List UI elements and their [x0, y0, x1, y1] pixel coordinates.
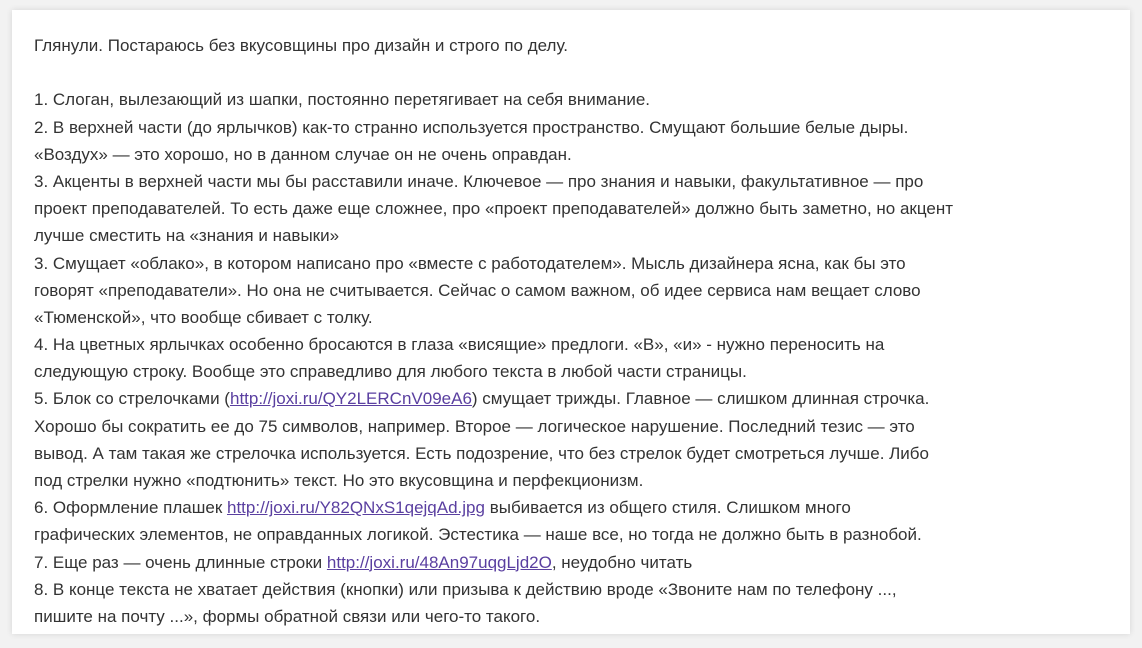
comment-line: 2. В верхней части (до ярлычков) как-то странно используется пространство. Смущают большие белые дыры.: [34, 117, 909, 137]
comment-text-fragment: 5. Блок со стрелочками (: [34, 389, 230, 409]
comment-line: пишите на почту ...», формы обратной связи или чего-то такого.: [34, 606, 541, 626]
comment-line: 4. На цветных ярлычках особенно бросаются в глаза «висящие» предлоги. «В», «и» - нужно переносить на: [34, 335, 885, 355]
comment-line: 3. Акценты в верхней части мы бы расставили иначе. Ключевое — про знания и навыки, факультативное — про: [34, 171, 924, 191]
joxi-link-long-lines[interactable]: http://joxi.ru/48An97uqgLjd2O: [326, 552, 552, 572]
comment-text-fragment: , неудобно читать: [551, 552, 693, 572]
comment-line-with-link: [34, 385, 1130, 412]
comment-line: 3. Смущает «облако», в котором написано про «вместе с работодателем». Мысль дизайнера ясна, как бы это: [34, 253, 906, 273]
comment-text-fragment: 6. Оформление плашек: [34, 498, 227, 518]
comment-line: лучше сместить на «знания и навыки»: [34, 226, 340, 246]
comment-line-with-link: [34, 549, 1130, 576]
joxi-link-plates[interactable]: http://joxi.ru/Y82QNxS1qejqAd.jpg: [226, 498, 485, 518]
joxi-link-arrows[interactable]: http://joxi.ru/QY2LERCnV09eA6: [229, 389, 472, 409]
comment-text-fragment: выбивается из общего стиля. Слишком много: [484, 498, 851, 518]
comment-text-fragment: 7. Еще раз — очень длинные строки: [34, 552, 327, 572]
comment-card: [12, 10, 1130, 634]
comment-line: проект преподавателей. То есть даже еще сложнее, про «проект преподавателей» должно быть заметно, но акцент: [34, 199, 954, 219]
comment-line: 8. В конце текста не хватает действия (кнопки) или призыва к действию вроде «Звоните нам по телефону ...,: [34, 579, 897, 599]
comment-line: следующую строку. Вообще это справедливо для любого текста в любой части страницы.: [34, 362, 747, 382]
comment-line: говорят «преподаватели». Но она не считывается. Сейчас о самом важном, об идее сервиса нам вещает слово: [34, 280, 921, 300]
comment-line: вывод. А там такая же стрелочка используется. Есть подозрение, что без стрелок будет смотреться лучше. Либо: [34, 443, 929, 463]
comment-text-fragment: ) смущает трижды. Главное — слишком длинная строчка.: [471, 389, 930, 409]
comment-intro: Глянули. Постараюсь без вкусовщины про дизайн и строго по делу.: [34, 36, 568, 55]
comment-line: 1. Слоган, вылезающий из шапки, постоянно перетягивает на себя внимание.: [34, 90, 651, 110]
comment-line-with-link: [34, 494, 1130, 521]
comment-line: Хорошо бы сократить ее до 75 символов, например. Второе — логическое нарушение. Последний тезис — это: [34, 416, 915, 436]
blank-line: [34, 59, 1130, 86]
comment-line: «Тюменской», что вообще сбивает с толку.: [34, 307, 373, 327]
comment-line: графических элементов, не оправданных логикой. Эстестика — наше все, но тогда не должно быть в разнобой.: [34, 525, 922, 545]
comment-line: под стрелки нужно «подтюнить» текст. Но это вкусовщина и перфекционизм.: [34, 471, 644, 490]
comment-text: [34, 32, 1130, 630]
comment-line: «Воздух» — это хорошо, но в данном случае он не очень оправдан.: [34, 144, 572, 164]
